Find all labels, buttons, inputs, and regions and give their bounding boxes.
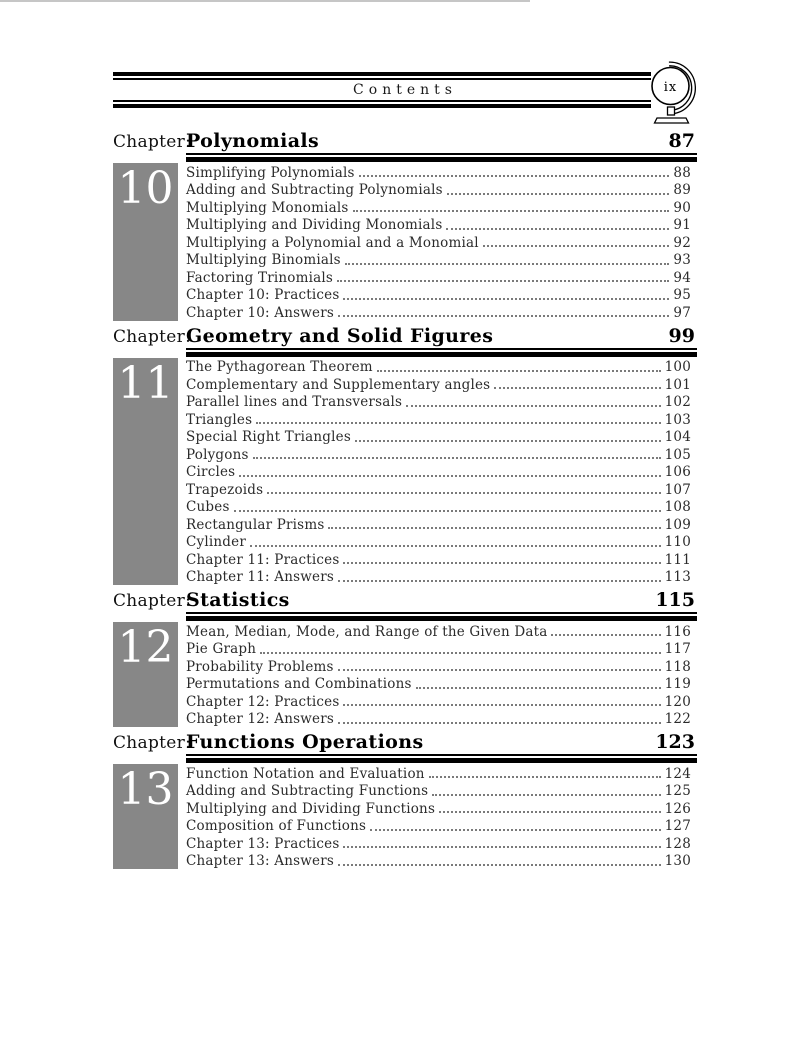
dotted-leader [343,562,660,564]
toc-entry-page-number: 108 [664,499,691,515]
dotted-leader [343,846,660,848]
chapter-title: Statistics [186,589,290,611]
toc-entry-title: Composition of Functions [186,818,367,834]
toc-entry [186,675,697,693]
chapter-block [113,731,697,869]
dotted-leader [260,652,661,654]
dotted-leader [234,510,661,512]
chapter-block [113,130,697,321]
toc-entry [186,533,697,551]
dotted-leader [439,811,661,813]
chapter-label: Chapter: [113,733,192,753]
dotted-leader [377,370,661,372]
chapters [113,130,697,869]
dotted-leader [338,864,661,866]
toc-entry [186,834,697,852]
toc-entry [186,393,697,411]
chapter-label: Chapter: [113,326,192,347]
toc-entry [186,410,697,428]
toc-entry [186,498,697,516]
dotted-leader [345,263,670,265]
toc-entry-page-number: 91 [673,217,691,233]
toc-entry-title: Trapezoids [186,481,264,498]
section-list [186,358,697,586]
toc-entry-title: Chapter 13: Answers [186,853,334,869]
toc-entry [186,375,697,393]
header-rule-bottom-thick [113,104,653,108]
dotted-leader [338,722,661,724]
toc-entry-page-number: 105 [664,446,691,463]
toc-entry [186,710,697,728]
chapter-page-number: 123 [655,731,695,753]
toc-entry [186,515,697,533]
toc-entry-title: Function Notation and Evaluation [186,765,425,782]
chapter-number-box: 10 [113,163,178,321]
chapter-heading [113,589,697,612]
toc-entry-title: Chapter 13: Practices [186,835,340,852]
toc-entry-page-number: 104 [664,429,691,445]
toc-entry-page-number: 100 [664,359,691,375]
toc-entry-page-number: 93 [673,252,691,268]
chapter-heading [113,130,697,153]
chapter-label: Chapter: [113,591,192,611]
toc-entry-title: Multiplying Binomials [186,252,341,268]
dotted-leader [483,245,670,247]
dotted-leader [551,634,660,636]
toc-entry-title: Permutations and Combinations [186,676,412,692]
dotted-leader [267,492,660,494]
toc-entry [186,764,697,782]
toc-entry-page-number: 89 [673,182,691,198]
toc-entry-page-number: 103 [664,411,691,428]
dotted-leader [494,387,660,389]
chapter-block [113,325,697,586]
dotted-leader [256,422,660,424]
toc-entry-title: Circles [186,464,236,480]
toc-entry-title: Complementary and Supplementary angles [186,376,491,393]
toc-entry-title: Rectangular Prisms [186,516,325,533]
scan-edge-artifact [0,0,530,2]
dotted-leader [406,405,661,407]
toc-entry-page-number: 110 [664,534,691,550]
toc-entry [186,216,697,234]
toc-entry [186,852,697,870]
dotted-leader [338,315,669,317]
toc-entry-title: Adding and Subtracting Polynomials [186,182,443,198]
dotted-leader [355,440,661,442]
toc-entry-page-number: 94 [673,269,691,286]
dotted-leader [370,829,660,831]
toc-entry-page-number: 119 [664,676,691,692]
chapter-heading-rule [186,754,697,763]
toc-entry-title: Triangles [186,411,253,428]
toc-entry-page-number: 109 [664,516,691,533]
toc-page [113,72,697,869]
section-list [186,764,697,869]
toc-entry-title: The Pythagorean Theorem [186,359,373,375]
toc-entry-title: Multiplying Monomials [186,199,349,216]
toc-entry [186,268,697,286]
toc-entry [186,568,697,586]
dotted-leader [353,210,670,212]
toc-entry-page-number: 117 [664,641,691,657]
toc-entry-page-number: 116 [664,623,691,640]
chapter-heading-rule [186,153,697,162]
toc-entry-page-number: 90 [673,199,691,216]
toc-entry-title: Chapter 12: Answers [186,711,334,727]
toc-entry-page-number: 128 [664,835,691,852]
toc-entry-page-number: 122 [664,711,691,727]
chapter-number-box: 11 [113,358,178,586]
toc-entry-page-number: 118 [664,658,691,675]
toc-entry [186,782,697,800]
toc-entry-title: Cylinder [186,534,246,550]
toc-entry-title: Multiplying and Dividing Monomials [186,217,443,233]
toc-entry-page-number: 120 [664,693,691,710]
dotted-leader [337,280,669,282]
dotted-leader [250,545,661,547]
toc-entry [186,286,697,304]
chapter-number-box: 12 [113,622,178,727]
toc-entry-page-number: 97 [673,304,691,321]
dotted-leader [239,475,660,477]
dotted-leader [416,687,661,689]
toc-entry [186,657,697,675]
toc-entry-page-number: 88 [673,164,691,181]
toc-entry [186,428,697,446]
chapter-page-number: 99 [668,324,695,347]
toc-entry [186,622,697,640]
chapter-block [113,589,697,727]
toc-entry-page-number: 102 [664,394,691,410]
toc-entry-page-number: 95 [673,287,691,303]
toc-entry-page-number: 113 [664,569,691,585]
page-title: Contents [353,82,457,98]
toc-entry-title: Polygons [186,446,249,463]
toc-entry [186,445,697,463]
toc-entry [186,181,697,199]
toc-entry-page-number: 101 [664,376,691,393]
dotted-leader [328,527,660,529]
toc-entry-page-number: 124 [664,765,691,782]
dotted-leader [338,669,661,671]
chapter-page-number: 115 [655,589,695,611]
toc-entry-page-number: 130 [664,853,691,869]
toc-entry-title: Mean, Median, Mode, and Range of the Given Data [186,623,548,640]
toc-entry [186,198,697,216]
toc-entry-page-number: 107 [664,481,691,498]
toc-entry [186,817,697,835]
toc-entry-title: Chapter 11: Answers [186,569,334,585]
toc-entry-title: Multiplying a Polynomial and a Monomial [186,234,479,251]
toc-entry-title: Pie Graph [186,641,257,657]
chapter-page-number: 87 [668,130,695,152]
toc-entry [186,640,697,658]
toc-entry-title: Special Right Triangles [186,429,351,445]
header-page-number: ix [663,80,678,95]
chapter-number-box: 13 [113,764,178,869]
dotted-leader [338,580,661,582]
toc-entry [186,692,697,710]
dotted-leader [253,457,661,459]
dotted-leader [429,776,661,778]
page-header [113,72,697,108]
dotted-leader [432,794,660,796]
chapter-heading [113,731,697,754]
toc-entry-page-number: 125 [664,783,691,799]
toc-entry-page-number: 106 [664,464,691,480]
toc-entry-title: Cubes [186,499,230,515]
toc-entry [186,358,697,376]
toc-entry [186,480,697,498]
dotted-leader [359,175,670,177]
toc-entry-title: Chapter 10: Practices [186,287,340,303]
toc-entry-title: Probability Problems [186,658,334,675]
toc-entry-page-number: 126 [664,800,691,817]
toc-entry-title: Multiplying and Dividing Functions [186,800,436,817]
chapter-heading [113,325,697,348]
chapter-title: Polynomials [186,130,320,152]
chapter-heading-rule [186,612,697,621]
toc-entry [186,163,697,181]
section-list [186,622,697,727]
toc-entry-page-number: 111 [664,551,691,568]
chapter-title: Functions Operations [186,731,424,753]
toc-entry [186,463,697,481]
toc-entry-title: Chapter 10: Answers [186,304,334,321]
toc-entry-title: Simplifying Polynomials [186,164,355,181]
toc-entry-title: Adding and Subtracting Functions [186,783,429,799]
chapter-title: Geometry and Solid Figures [186,324,494,347]
toc-entry [186,233,697,251]
toc-entry [186,251,697,269]
toc-entry-title: Chapter 12: Practices [186,693,340,710]
chapter-label: Chapter: [113,132,192,152]
chapter-heading-rule [186,348,697,357]
toc-entry-title: Parallel lines and Transversals [186,394,403,410]
dotted-leader [447,193,670,195]
toc-entry-page-number: 127 [664,818,691,834]
toc-entry [186,799,697,817]
dotted-leader [343,298,669,300]
section-list [186,163,697,321]
toc-entry-title: Chapter 11: Practices [186,551,340,568]
globe-icon [645,61,707,127]
toc-entry-title: Factoring Trinomials [186,269,334,286]
toc-entry-page-number: 92 [673,234,691,251]
dotted-leader [446,228,669,230]
toc-entry [186,550,697,568]
dotted-leader [343,704,660,706]
toc-entry [186,303,697,321]
